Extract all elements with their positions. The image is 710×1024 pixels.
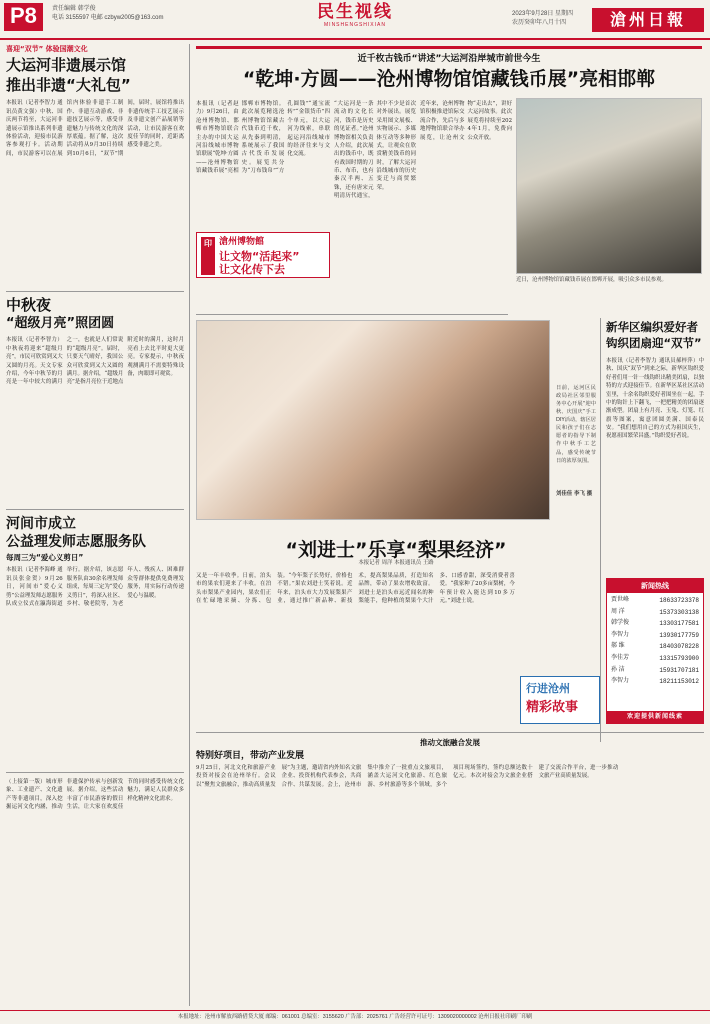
editor-line: 责任编辑 韩学俊	[52, 6, 96, 12]
feature-headline: “乾坤·方圆——沧州博物馆馆藏钱币展”亮相邯郸	[242, 68, 656, 90]
hotline-footer: 欢迎提供新闻线索	[607, 711, 703, 723]
liu-body: 又是一年丰收季。日前，泊头市的果农们迎来了丰收。在泊头市梨果产业园内，果农们正在忙碌地采摘、分拣、包装。“今年梨子长势好，价格也不错。”果农刘进士笑着说。近年来，泊头市大力发展梨果产业，通过推广新品种、新技术，提高梨果品质，打造知名品牌，带动了果农增收致富。刘进士是泊头市远近闻名的种梨能手，他种植的梨果个大汁多、口感香甜，深受消费者喜爱。“我家种了20多亩梨树，今年预计收入能达到10多万元。”刘进士说。	[196, 573, 515, 605]
news-hotline-box	[606, 578, 704, 724]
article-title: 大运河非遗展示馆	[6, 56, 127, 75]
section-pinyin: MINSHENGSHIXIAN	[324, 22, 386, 28]
museum-slogan-2: 让文化传下去	[219, 263, 285, 276]
hotline-row: 周 洋 15373303138	[611, 608, 699, 616]
activity-photo-credit: 刘佳佳 李飞 摄	[556, 491, 593, 497]
feature-body-3: 近年来，沧州博物馆积极推进馆际交流合作，先后与多地博物馆联合举办展览，让沧州文物“走出去”，讲好大运河故事。此次展览将持续至2024年1月，免费向公众开放。	[420, 101, 512, 141]
article-body: 本报讯（记者李海峰 通讯员张金贺）9月26日，河间市“爱心义剪”公益理发师志愿服务队成立仪式在瀛海街道举行。据介绍，该志愿服务队由30余名理发师组成，每周三定为“爱心义剪日”，将深入社区、乡村、敬老院等，为老年人、残疾人、困难群众等群体提供免费理发服务，用实际行动传递爱心与温暖。	[6, 567, 184, 607]
newspaper-logo: 滄州日報	[592, 8, 704, 32]
travel-label: 行进沧州	[526, 682, 570, 695]
activity-photo	[196, 320, 550, 520]
article-body: 本报讯（记者李智力 通讯员黄文强）中秋、国庆两节将至，大运河非遗展示馆推出系列非遗体验活动，迎接市民游客参观打卡。活动期间，市民游客可以在展馆内体验非遗手工制作、非遗互动游戏、非遗技艺展示等，感受非遗魅力与传统文化的深厚底蕴。据了解，这次活动将从9月30日持续到10月6日，“双节”期间，届时，展馆将推出非遗传统手工技艺展示及非遗文创产品展销等活动，让市民游客在欢度佳节的同时，近距离感受非遗之美。	[6, 100, 184, 157]
section-title: 民生视线	[317, 2, 393, 22]
travel-banner	[520, 676, 600, 724]
museum-slogan-1: 让文物“活起来”	[219, 250, 300, 263]
activity-caption: 日前，运河区民政局社区邻里服务中心开展“迎中秋、庆国庆”手工DIY活动，辖区居民和孩子们在志愿者的指导下制作中秋手工艺品，感受传统节日的浓厚氛围。	[556, 385, 596, 464]
feature-kicker: 近千枚古钱币“讲述”大运河沿岸城市前世今生	[357, 54, 541, 64]
article-body: 本报讯（记者李智力 通讯员郝梓萍）中秋、国庆“双节”到来之际，新华区钩织爱好者们用一针一线钩织出精美团扇，以独特的方式迎接佳节。在新华区某社区活动室里，十余名钩织爱好者围坐在一起，手中的钩针上下翻飞，一把把精美的团扇逐渐成型。团扇上有月亮、玉兔、灯笼、红旗等图案，寓意团圆美满、国泰民安。“我们想用自己的方式为祖国庆生，祝愿祖国繁荣昌盛。”钩织爱好者说。	[606, 358, 704, 440]
article-kicker: 喜迎“双节” 体验国潮文化	[6, 45, 88, 53]
article-barber-volunteers	[6, 515, 184, 782]
article-title-line2: 公益理发师志愿服务队	[6, 534, 146, 551]
continued-article: （上接第一版）城市形象、工业遗产、文化遗产等非遗项目，深入挖掘运河文化内涵，推动非遗保护传承与创新发展。据介绍，这些活动丰富了市民游客的假日生活，让大家在欢度佳节的同时感受传统文化魅力，满足人民群众多样化精神文化需求。	[6, 779, 184, 811]
article-title-line2: 钩织团扇迎“双节”	[606, 335, 702, 350]
article-subtitle: 每周三为“爱心义剪日”	[6, 553, 84, 563]
article-title: 新华区编织爱好者	[606, 320, 698, 334]
liu-headline: “刘进士”乐享“梨果经济”	[285, 539, 507, 561]
article-subtitle: “超级月亮”照团圆	[6, 315, 115, 331]
exhibition-caption: 近日，沧州博物馆馆藏钱币展在邯郸开展，吸引众多市民参观。	[516, 277, 667, 283]
museum-slogan-box	[196, 232, 330, 278]
liu-byline: 本报记者 周洋 本报通讯员 王路	[358, 560, 434, 566]
article-knitting	[606, 320, 704, 563]
bottom-headline: 特别好项目，带动产业发展	[196, 751, 305, 761]
hotline-list	[607, 593, 703, 690]
hotline-title: 新闻热线	[607, 579, 703, 593]
museum-logo: 滄州博物館	[219, 237, 265, 247]
contact-line: 电话 3155597 电邮 czbyw2005@163.com	[52, 15, 164, 21]
hotline-row: 李智力 13930177759	[611, 631, 699, 639]
hotline-row: 韩学俊 13303177581	[611, 620, 699, 628]
feature-body-2: “大运河是一条流动的文化长河，钱币是历史的见证者。”沧州博物馆相关负责人介绍，此次展出的钱币中，既有战国时期的刀币、布币，也有秦汉半两、五铢，还有唐宋元明清历代通宝，其中不少是首次对外展出。展览采用图文展板、实物展示、多媒体互动等多种形式，让观众在欣赏精美钱币的同时，了解大运河沿线城市的历史变迁与商贸繁荣。	[334, 101, 416, 200]
museum-seal-icon: 印	[201, 237, 215, 275]
article-body: 本报讯（记者李智力）中秋夜将迎来“超级月亮”，市民可欣赏到又大又圆的月亮。天文专家介绍，今年中秋节的月亮是一年中较大的满月之一，也就是人们常说的“超级月亮”。届时，只要天气晴好，我国公众可欣赏到又大又圆的满月。据介绍，“超级月亮”是指月亮位于近地点附近时的满月，这时月亮看上去比平时更大更亮。专家提示，中秋夜观测满月不需要特殊设备，肉眼即可观赏。	[6, 337, 184, 386]
lunar-date: 农历癸卯年八月十四	[512, 20, 567, 26]
section-header	[300, 4, 410, 29]
article-title: 中秋夜	[6, 296, 52, 314]
article-canal-heritage	[6, 45, 184, 257]
hotline-row: 李佳芳 13315793900	[611, 654, 699, 662]
article-title: 河间市成立	[6, 516, 76, 532]
date-line: 2023年9月28日 星期四	[512, 11, 574, 17]
hotline-row: 李智力 18211153012	[611, 678, 699, 686]
bottom-kicker: 推动文旅融合发展	[420, 738, 480, 747]
page-footer: 本报地址：沧州市解放西路借贷大厦 邮编：061001 总编室：3155620 广告部：2025761 广告经营许可证号：1309020000002 沧州日报社印刷厂印刷	[0, 1010, 710, 1024]
article-title-line2: 推出非遗“大礼包”	[6, 75, 131, 94]
hotline-row: 孙 洁 15931707181	[611, 666, 699, 674]
travel-slogan: 精彩故事	[526, 700, 579, 715]
article-super-moon	[6, 296, 184, 498]
bottom-body: 9月25日，河北文化和旅游产业投资对接会在沧州举行。会议以“聚焦文旅融合，推动高质量发展”为主题，邀请省内外知名文旅企业、投资机构代表参会，共商合作、共谋发展。会上，沧州市集中推介了一批重点文旅项目，涵盖大运河文化旅游、红色旅游、乡村旅游等多个领域，多个项目现场签约，签约总额达数十亿元。本次对接会为文旅企业搭建了交流合作平台，进一步推动文旅产业高质量发展。	[196, 765, 619, 788]
hotline-row: 郝 维 18403078228	[611, 643, 699, 651]
page-number: P8	[4, 3, 43, 31]
exhibition-photo	[516, 98, 702, 274]
hotline-row: 贾世峰 18633723378	[611, 597, 699, 604]
feature-rule	[196, 46, 702, 49]
feature-body: 本报讯（记者赵力）9月26日，由沧州博物馆、邯郸市博物馆联合主办的中国大运河沿线城市博物馆联展“乾坤·方圆——沧州博物馆馆藏钱币展”亮相邯郸市博物馆。此次展览精选沧州博物馆馆藏古代钱币近千枚，从先秦到明清，系统展示了我国古代货币发展史。展览共分为“刀布钱帛”“方孔圆钱”“通宝流转”“金银货币”四个单元，以大运河为线索，串联起运河沿线城市的经济往来与文化交流。	[196, 101, 330, 174]
